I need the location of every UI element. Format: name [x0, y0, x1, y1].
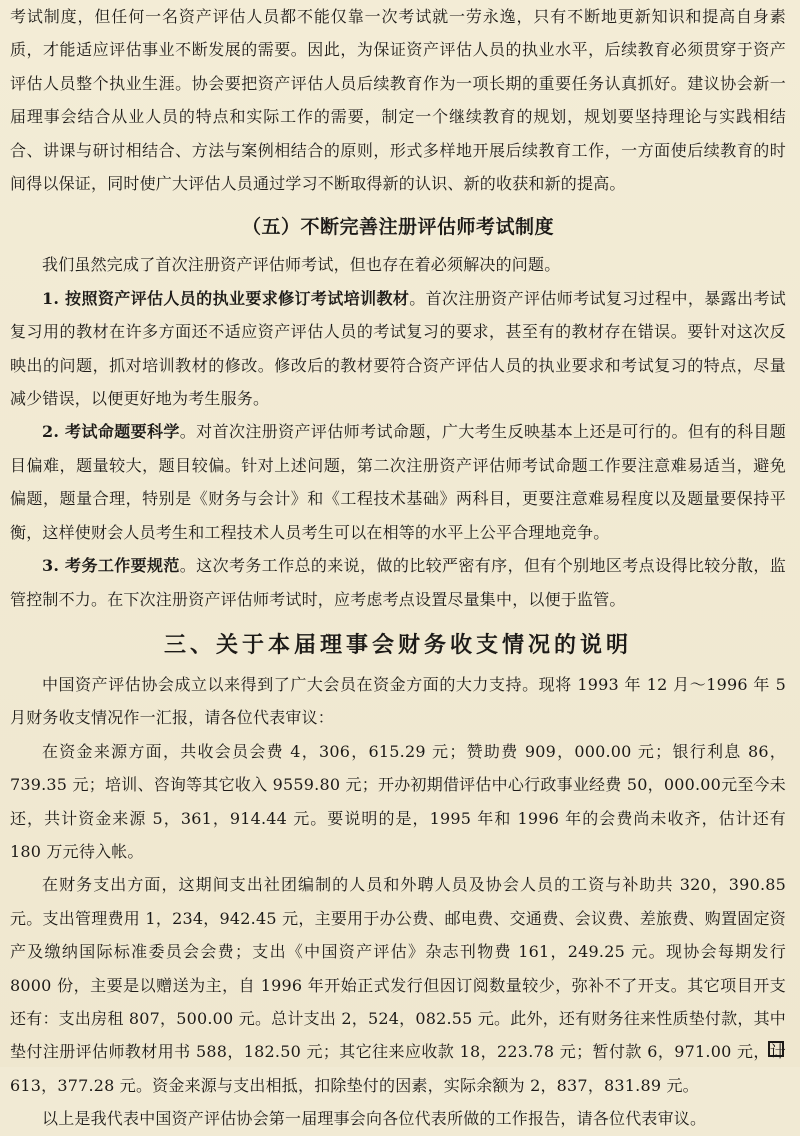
list-item-2-text: 。对首次注册资产评估师考试命题，广大考生反映基本上还是可行的。但有的科目题目偏难，题量较大，题目较偏。针对上述问题，第二次注册资产评估师考试命题工作要注意难易适当，避免偏题，题量合理，特别是《财务与会计》和《工程技术基础》两科目，更要注意难易程度以及题量要保持平衡，这样使财会人员考生和工程技术人员考生可以在相等的水平上公平合理地竞争。 — [10, 422, 786, 542]
section-paragraph-2: 在资金来源方面，共收会员会费 4，306，615.29 元；赞助费 909，000.00 元；银行利息 86，739.35 元；培训、咨询等其它收入 9559.80 元；开办初期借评估中心行政事业经费 50，000.00元至今未还，共计资金来源 5，361，914.44 元。要说明的是，1995 年和 1996 年的会费尚未收齐，估计还有 180 万元待入帐。 — [10, 741, 786, 861]
section-paragraph-1: 中国资产评估协会成立以来得到了广大会员在资金方面的大力支持。现将 1993 年 12 月～1996 年 5 月财务收支情况作一汇报，请各位代表审议： — [10, 674, 786, 728]
list-item-2-lead: 2. 考试命题要科学 — [42, 422, 180, 442]
list-item-1-lead: 1. 按照资产评估人员的执业要求修订考试培训教材 — [42, 288, 410, 308]
section-paragraph-4: 以上是我代表中国资产评估协会第一届理事会向各位代表所做的工作报告，请各位代表审议。 — [42, 1109, 707, 1129]
end-mark-box — [768, 1041, 784, 1057]
continued-paragraph: 考试制度，但任何一名资产评估人员都不能仅靠一次考试就一劳永逸，只有不断地更新知识和提高自身素质，才能适应评估事业不断发展的需要。因此，为保证资产评估人员的执业水平，后续教育必须贯穿于资产评估人员整个执业生涯。协会要把资产评估人员后续教育作为一项长期的重要任务认真抓好。建议协会新一届理事会结合从业人员的特点和实际工作的需要，制定一个继续教育的规划，规划要坚持理论与实践相结合、讲课与研讨相结合、方法与案例相结合的原则，形式多样地开展后续教育工作，一方面使后续教育的时间得以保证，同时使广大评估人员通过学习不断取得新的认识、新的收获和新的提高。 — [10, 7, 786, 194]
section-paragraph-3: 在财务支出方面，这期间支出社团编制的人员和外聘人员及协会人员的工资与补助共 320，390.85 元。支出管理费用 1，234，942.45 元，主要用于办公费、邮电费、交通费、会议费、差旅费、购置固定资产及缴纳国际标准委员会会费；支出《中国资产评估》杂志刊物费 161，249.25 元。现协会每期发行 8000 份，主要是以赠送为主，自 1996 年开始正式发行但因订阅数量较少，弥补不了开支。其它项目开支还有：支出房租 807，500.00 元。总计支出 2，524，082.55 元。此外，还有财务往来性质垫付款，其中垫付注册评估师教材用书 588，182.50 元；其它往来应收款 18，223.78 元；暂付款 6，971.00 元，计 613，377.28 元。资金来源与支出相抵，扣除垫付的因素，实际余额为 2，837，831.89 元。 — [10, 875, 786, 1095]
subsection-title: （五）不断完善注册评估师考试制度 — [241, 216, 554, 239]
section-title: 三、关于本届理事会财务收支情况的说明 — [163, 631, 632, 658]
list-item-3-lead: 3. 考务工作要规范 — [42, 556, 180, 576]
list-item-1 — [10, 282, 786, 416]
subsection-intro: 我们虽然完成了首次注册资产评估师考试，但也存在着必须解决的问题。 — [42, 255, 561, 275]
list-item-3 — [10, 549, 786, 616]
list-item-1-text: 。首次注册资产评估师考试复习过程中，暴露出考试复习用的教材在许多方面还不适应资产评估人员的考试复习的要求，甚至有的教材存在错误。要针对这次反映出的问题，抓对培训教材的修改。修改后的教材要符合资产评估人员的执业要求和考试复习的特点，尽量减少错误，以便更好地为考生服务。 — [10, 288, 786, 409]
list-item-2 — [10, 415, 786, 549]
list-item-3-text: 。这次考务工作总的来说，做的比较严密有序，但有个别地区考点设得比较分散，监管控制不力。在下次注册资产评估师考试时，应考虑考点设置尽量集中，以便于监管。 — [10, 556, 786, 609]
